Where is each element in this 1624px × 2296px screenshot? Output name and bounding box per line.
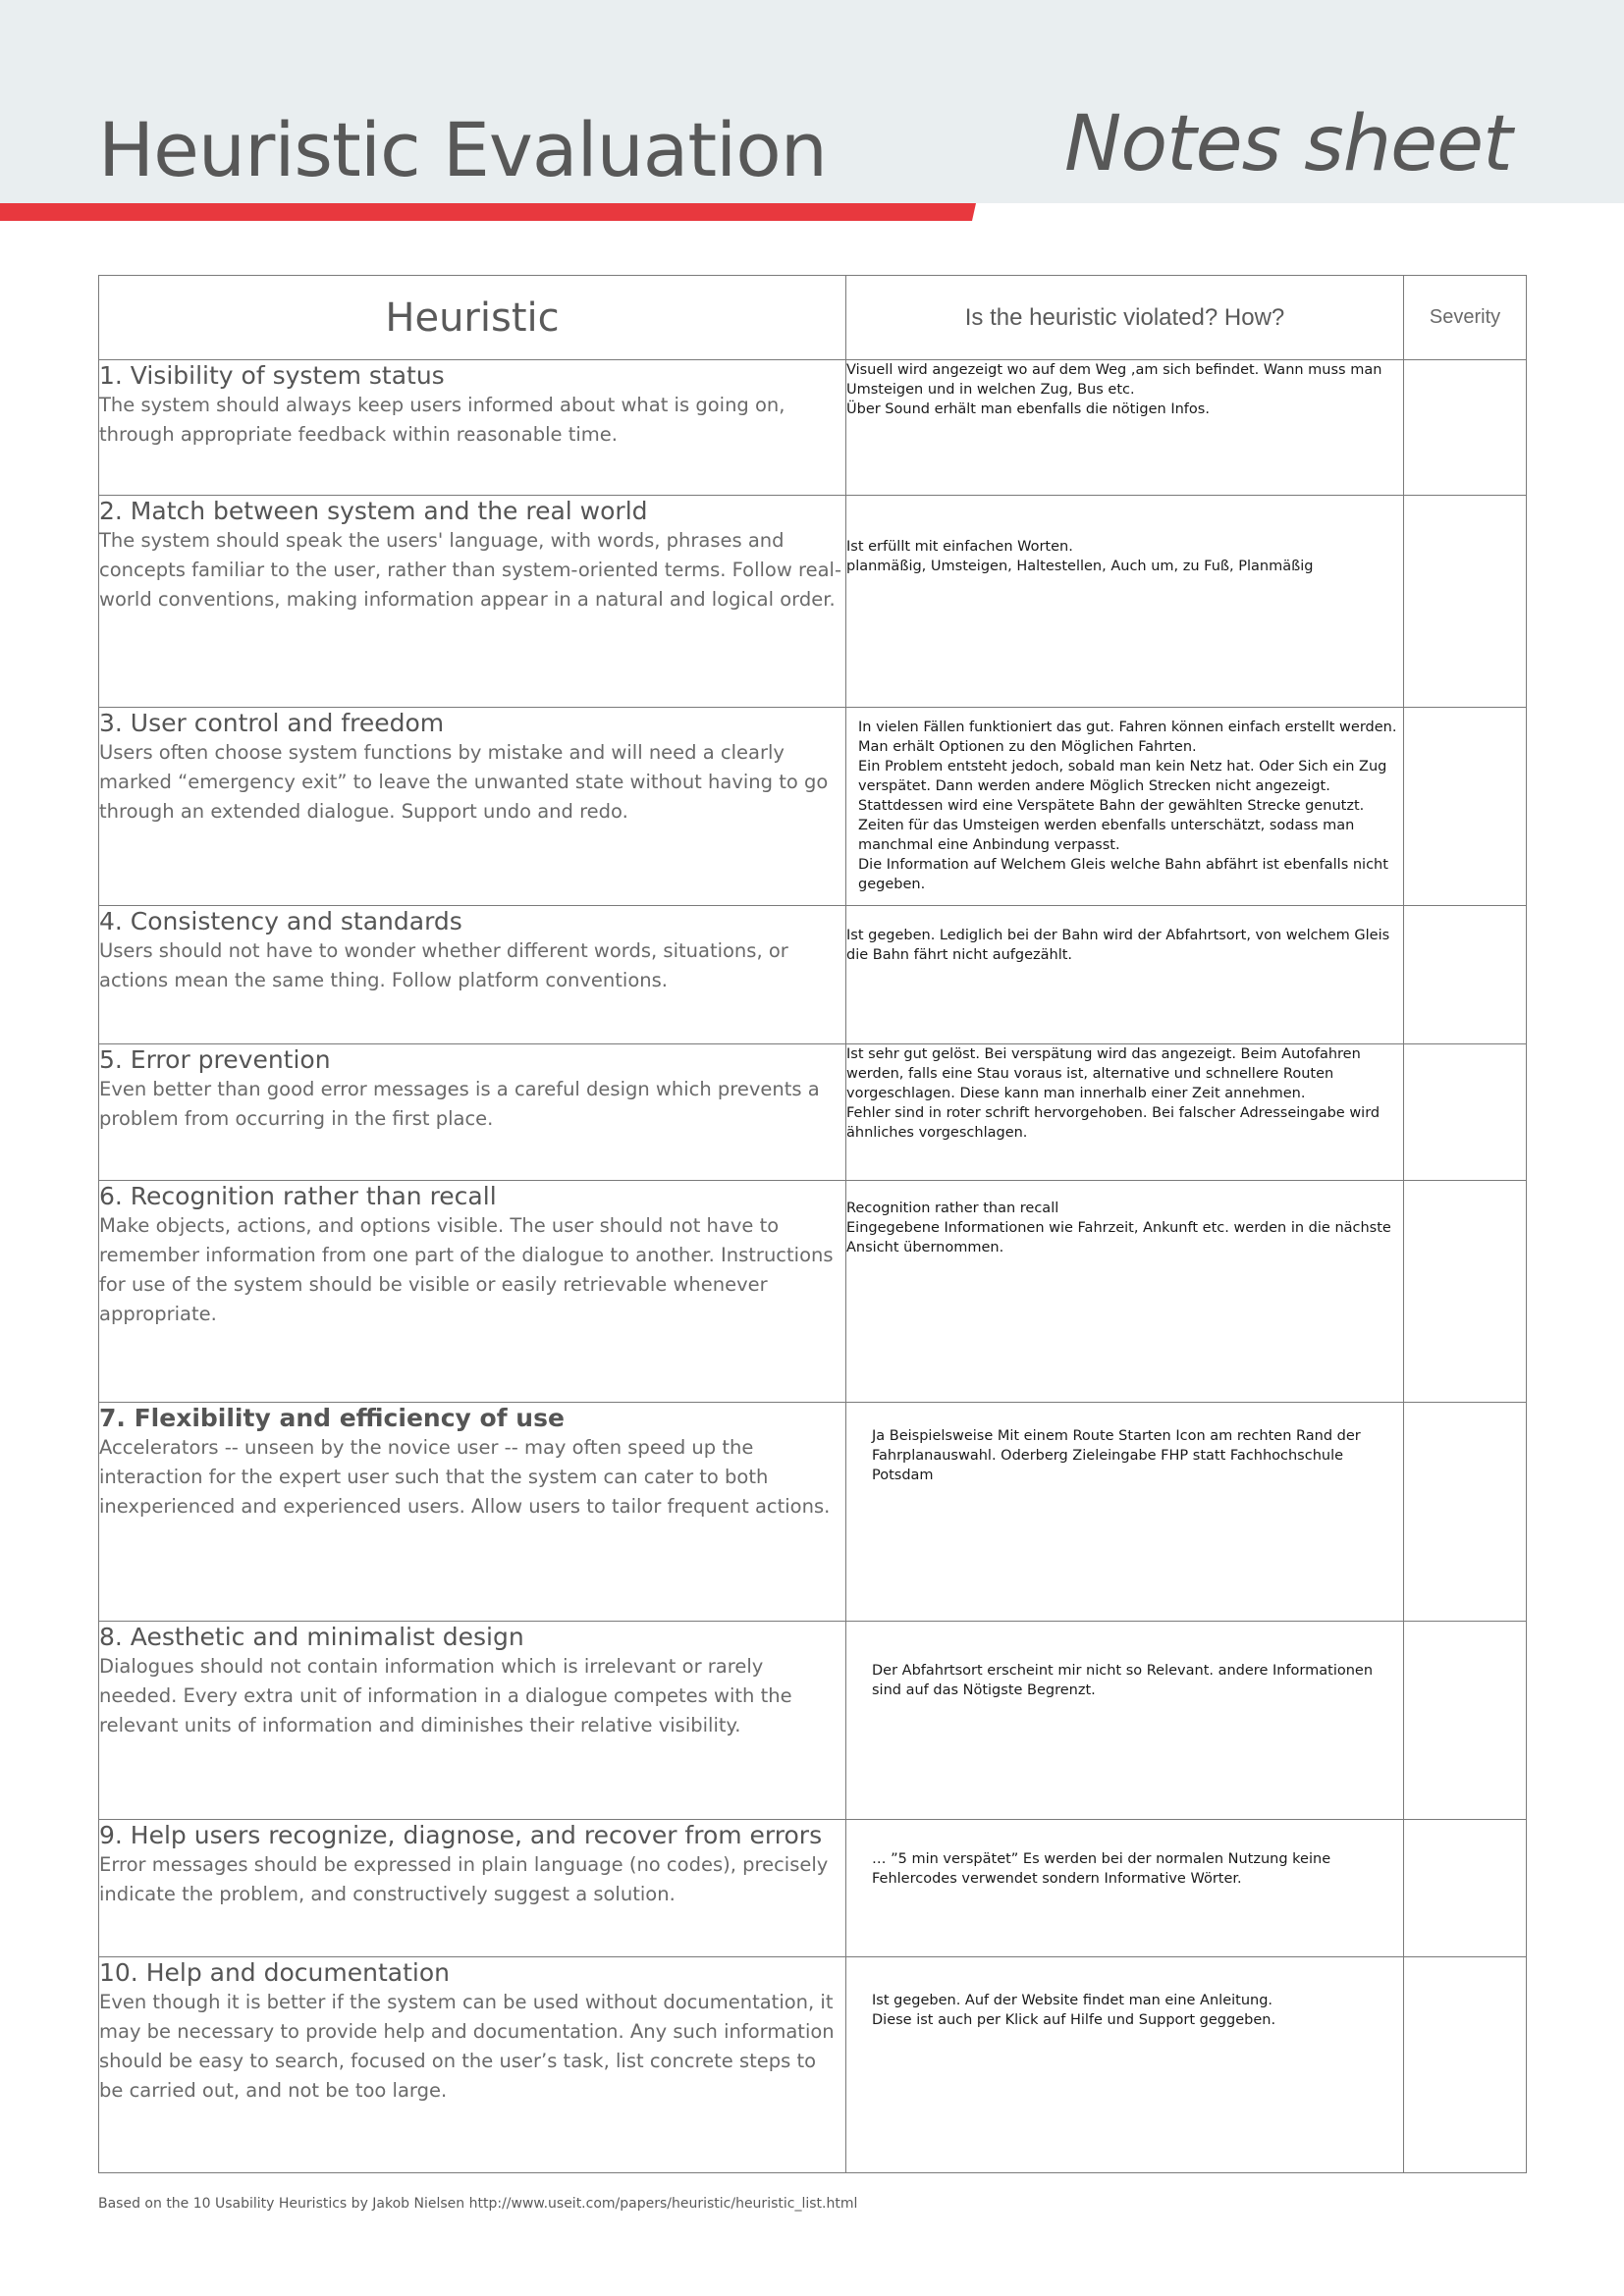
- page-subtitle: Notes sheet: [1064, 100, 1512, 188]
- severity-cell[interactable]: [1404, 1622, 1527, 1820]
- page-title: Heuristic Evaluation: [98, 106, 827, 193]
- notes-cell[interactable]: Der Abfahrtsort erscheint mir nicht so Relevant. andere Informationen sind auf das Nötigste Begrenzt.: [846, 1622, 1404, 1820]
- heuristic-title: 8. Aesthetic and minimalist design: [99, 1623, 524, 1651]
- heuristic-cell: [99, 906, 846, 1044]
- heuristic-title: 6. Recognition rather than recall: [99, 1182, 497, 1210]
- table-row: [99, 1820, 1527, 1957]
- heuristic-title: 7. Flexibility and efficiency of use: [99, 1404, 565, 1432]
- heuristic-description: The system should speak the users' language, with words, phrases and concepts familiar to the user, rather than system-oriented terms. Follow real-world conventions, making information appear in a natural and logical order.: [99, 529, 841, 611]
- table-row: [99, 1403, 1527, 1622]
- heuristic-title: 2. Match between system and the real world: [99, 497, 648, 525]
- severity-cell[interactable]: [1404, 1403, 1527, 1622]
- table-row: [99, 906, 1527, 1044]
- severity-cell[interactable]: [1404, 906, 1527, 1044]
- heuristic-cell: [99, 1403, 846, 1622]
- notes-cell[interactable]: Ja Beispielsweise Mit einem Route Starten Icon am rechten Rand der Fahrplanauswahl. Oderberg Zieleingabe FHP statt Fachhochschule Potsdam: [846, 1403, 1404, 1622]
- heuristic-title: 9. Help users recognize, diagnose, and recover from errors: [99, 1821, 823, 1849]
- table-row: [99, 1044, 1527, 1181]
- severity-cell[interactable]: [1404, 1044, 1527, 1181]
- notes-cell[interactable]: Ist gegeben. Lediglich bei der Bahn wird der Abfahrtsort, von welchem Gleis die Bahn fährt nicht aufgezählt.: [846, 906, 1404, 1044]
- accent-bar: [0, 203, 976, 221]
- notes-cell[interactable]: Ist erfüllt mit einfachen Worten. planmäßig, Umsteigen, Haltestellen, Auch um, zu Fuß, Planmäßig: [846, 496, 1404, 708]
- table-row: [99, 360, 1527, 496]
- table-row: [99, 1622, 1527, 1820]
- notes-cell[interactable]: In vielen Fällen funktioniert das gut. Fahren können einfach erstellt werden. Man erhält Optionen zu den Möglichen Fahrten. Ein Problem entsteht jedoch, sobald man kein Netz hat. Oder Sich ein Zug verspätet. Dann werden andere Möglich Strecken nicht angezeigt. Stattdessen wird eine Verspätete Bahn der gewählten Strecke genutzt. Zeiten für das Umsteigen werden ebenfalls unterschätzt, sodass man manchmal eine Anbindung verpasst. Die Information auf Welchem Gleis welche Bahn abfährt ist ebenfalls nicht gegeben.: [846, 708, 1404, 906]
- severity-cell[interactable]: [1404, 708, 1527, 906]
- heuristic-description: Even better than good error messages is a careful design which prevents a problem from occurring in the first place.: [99, 1078, 820, 1130]
- heuristic-cell: [99, 1181, 846, 1403]
- heuristic-description: Even though it is better if the system can be used without documentation, it may be necessary to provide help and documentation. Any such information should be easy to search, focused on the user’s task, list concrete steps to be carried out, and not be too large.: [99, 1991, 835, 2102]
- heuristic-description: Users often choose system functions by mistake and will need a clearly marked “emergency exit” to leave the unwanted state without having to go through an extended dialogue. Support undo and redo.: [99, 741, 829, 823]
- table-row: [99, 496, 1527, 708]
- heuristic-title: 5. Error prevention: [99, 1045, 331, 1074]
- column-header-notes: Is the heuristic violated? How?: [846, 276, 1404, 360]
- table-row: [99, 708, 1527, 906]
- heuristic-description: The system should always keep users informed about what is going on, through appropriate feedback within reasonable time.: [99, 394, 785, 446]
- heuristic-cell: [99, 1044, 846, 1181]
- notes-cell[interactable]: Visuell wird angezeigt wo auf dem Weg ,am sich befindet. Wann muss man Umsteigen und in welchen Zug, Bus etc. Über Sound erhält man ebenfalls die nötigen Infos.: [846, 360, 1404, 496]
- severity-cell[interactable]: [1404, 360, 1527, 496]
- notes-cell[interactable]: … ”5 min verspätet” Es werden bei der normalen Nutzung keine Fehlercodes verwendet sondern Informative Wörter.: [846, 1820, 1404, 1957]
- severity-cell[interactable]: [1404, 1181, 1527, 1403]
- heuristic-title: 4. Consistency and standards: [99, 907, 462, 935]
- heuristic-cell: [99, 496, 846, 708]
- column-header-heuristic: Heuristic: [99, 276, 846, 360]
- heuristic-cell: [99, 1622, 846, 1820]
- heuristic-cell: [99, 1957, 846, 2173]
- heuristic-cell: [99, 360, 846, 496]
- severity-cell[interactable]: [1404, 1820, 1527, 1957]
- footer-credit: Based on the 10 Usability Heuristics by Jakob Nielsen http://www.useit.com/papers/heuristic/heuristic_list.html: [98, 2196, 858, 2212]
- heuristic-description: Users should not have to wonder whether different words, situations, or actions mean the same thing. Follow platform conventions.: [99, 939, 788, 991]
- severity-cell[interactable]: [1404, 496, 1527, 708]
- heuristic-title: 3. User control and freedom: [99, 709, 445, 737]
- heuristic-cell: [99, 1820, 846, 1957]
- heuristic-description: Error messages should be expressed in plain language (no codes), precisely indicate the problem, and constructively suggest a solution.: [99, 1853, 829, 1905]
- severity-cell[interactable]: [1404, 1957, 1527, 2173]
- heuristics-table: [98, 275, 1527, 2173]
- table-header-row: [99, 276, 1527, 360]
- heuristic-cell: [99, 708, 846, 906]
- heuristic-description: Dialogues should not contain information which is irrelevant or rarely needed. Every extra unit of information in a dialogue competes with the relevant units of information and diminishes their relative visibility.: [99, 1655, 792, 1736]
- table-row: [99, 1181, 1527, 1403]
- table-row: [99, 1957, 1527, 2173]
- notes-cell[interactable]: Ist gegeben. Auf der Website findet man eine Anleitung. Diese ist auch per Klick auf Hilfe und Support geggeben.: [846, 1957, 1404, 2173]
- notes-cell[interactable]: Recognition rather than recall Eingegebene Informationen wie Fahrzeit, Ankunft etc. werden in die nächste Ansicht übernommen.: [846, 1181, 1404, 1403]
- heuristic-title: 1. Visibility of system status: [99, 361, 445, 390]
- notes-cell[interactable]: Ist sehr gut gelöst. Bei verspätung wird das angezeigt. Beim Autofahren werden, falls eine Stau voraus ist, alternative und schnellere Routen vorgeschlagen. Diese kann man innerhalb einer Zeit annehmen. Fehler sind in roter schrift hervorgehoben. Bei falscher Adresseingabe wird ähnliches vorgeschlagen.: [846, 1044, 1404, 1181]
- heuristic-description: Make objects, actions, and options visible. The user should not have to remember information from one part of the dialogue to another. Instructions for use of the system should be visible or easily retrievable whenever appropriate.: [99, 1214, 834, 1325]
- heuristic-title: 10. Help and documentation: [99, 1958, 450, 1987]
- column-header-severity: Severity: [1404, 276, 1527, 360]
- heuristic-description: Accelerators -- unseen by the novice user -- may often speed up the interaction for the expert user such that the system can cater to both inexperienced and experienced users. Allow users to tailor frequent actions.: [99, 1436, 831, 1518]
